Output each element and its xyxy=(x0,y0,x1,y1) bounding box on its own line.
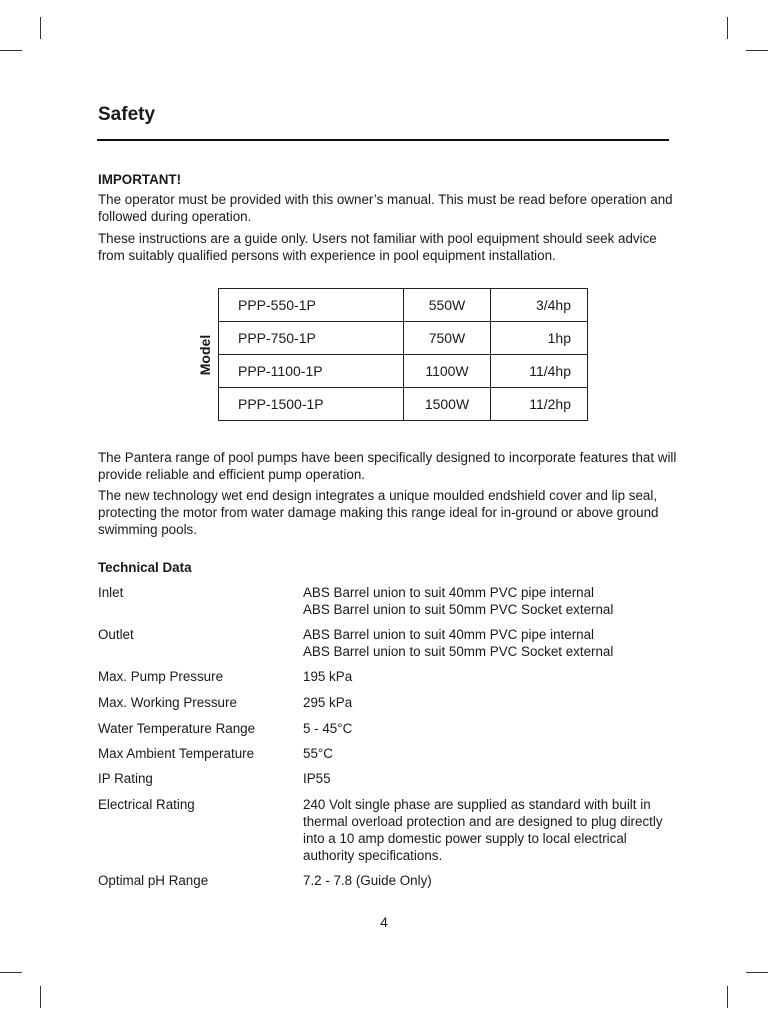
technology-paragraph: The new technology wet end design integrates a unique moulded endshield cover and lip seal, protecting the motor from water damage making this range ideal for in-ground or above ground swimming pools. xyxy=(98,488,659,537)
technical-data-value: IP55 xyxy=(303,771,331,786)
model-name: PPP-550-1P xyxy=(219,289,404,322)
model-wattage: 750W xyxy=(404,322,491,355)
title-divider xyxy=(97,139,669,141)
model-name: PPP-1500-1P xyxy=(219,388,404,421)
model-wattage: 1100W xyxy=(404,355,491,388)
crop-mark xyxy=(727,17,728,39)
crop-mark xyxy=(40,986,41,1008)
technical-data-value: 5 - 45°C xyxy=(303,721,353,736)
model-horsepower: 11/2hp xyxy=(491,388,588,421)
technical-data-label: Water Temperature Range xyxy=(98,721,256,736)
model-wattage: 1500W xyxy=(404,388,491,421)
crop-mark xyxy=(0,50,22,51)
model-name: PPP-750-1P xyxy=(219,322,404,355)
model-horsepower: 1hp xyxy=(491,322,588,355)
model-horsepower: 3/4hp xyxy=(491,289,588,322)
technical-data-label: Max. Working Pressure xyxy=(98,695,237,710)
model-row xyxy=(219,322,588,355)
technical-data-value: 295 kPa xyxy=(303,695,353,710)
technical-data-label: Inlet xyxy=(98,585,124,600)
page-title: Safety xyxy=(98,104,156,125)
crop-mark xyxy=(746,50,768,51)
model-axis-label: Model xyxy=(197,334,213,376)
crop-mark xyxy=(746,972,768,973)
operator-paragraph: The operator must be provided with this owner’s manual. This must be read before operation and followed during operation. xyxy=(98,192,673,224)
technical-data-value: 195 kPa xyxy=(303,669,353,684)
technical-data-label: Max Ambient Temperature xyxy=(98,746,255,761)
pantera-paragraph: The Pantera range of pool pumps have been specifically designed to incorporate features that will provide reliable and efficient pump operation. xyxy=(98,450,677,482)
instructions-paragraph: These instructions are a guide only. Users not familiar with pool equipment should seek advice from suitably qualified persons with experience in pool equipment installation. xyxy=(98,231,657,263)
important-heading: IMPORTANT! xyxy=(98,172,182,187)
model-row xyxy=(219,289,588,322)
technical-data-heading: Technical Data xyxy=(98,560,192,575)
model-row xyxy=(219,355,588,388)
technical-data-label: Electrical Rating xyxy=(98,797,195,812)
model-name: PPP-1100-1P xyxy=(219,355,404,388)
page-number: 4 xyxy=(380,914,388,930)
model-table xyxy=(218,288,588,421)
crop-mark xyxy=(727,986,728,1008)
technical-data-label: Max. Pump Pressure xyxy=(98,669,224,684)
crop-mark xyxy=(40,17,41,39)
technical-data-label: IP Rating xyxy=(98,771,153,786)
model-row xyxy=(219,388,588,421)
model-horsepower: 11/4hp xyxy=(491,355,588,388)
technical-data-value: 7.2 - 7.8 (Guide Only) xyxy=(303,873,432,888)
crop-mark xyxy=(0,972,22,973)
model-wattage: 550W xyxy=(404,289,491,322)
technical-data-value: 55°C xyxy=(303,746,333,761)
technical-data-value: ABS Barrel union to suit 40mm PVC pipe internal ABS Barrel union to suit 50mm PVC Socket external xyxy=(303,585,614,617)
technical-data-label: Outlet xyxy=(98,627,134,642)
technical-data-value: ABS Barrel union to suit 40mm PVC pipe internal ABS Barrel union to suit 50mm PVC Socket external xyxy=(303,627,614,659)
technical-data-label: Optimal pH Range xyxy=(98,873,209,888)
technical-data-value: 240 Volt single phase are supplied as standard with built in thermal overload protection and are designed to plug directly into a 10 amp domestic power supply to local electrical authority specifications. xyxy=(303,797,663,863)
